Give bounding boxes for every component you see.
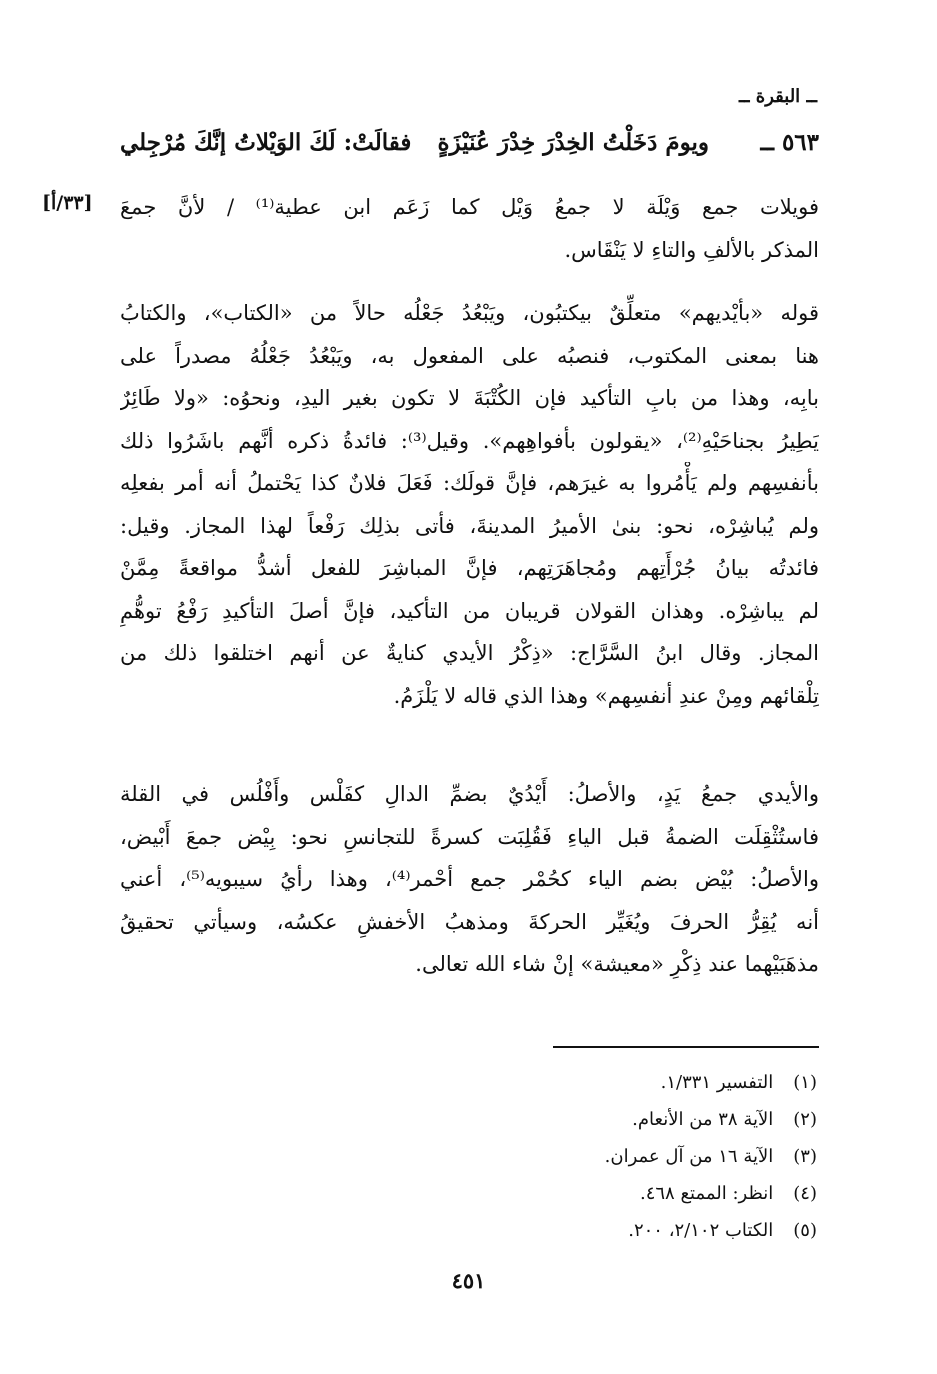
footnote-number: (١) [793,1072,817,1093]
footnote-divider [553,1046,819,1048]
text-line: مذهَبَيْهما عند ذِكْرِ «معيشة» إنْ شاء الله تعالى. [415,952,819,976]
text-line: قوله «بأيْديهم» متعلِّقٌ بيكتبُون، ويَبْعُدُ جَعْلُه حالاً من «الكتاب»، والكتابُ [120,301,819,325]
text-line: ولم يُباشِرْه، نحو: بنىٰ الأميرُ المدينةَ، فأتى بذلِك رَفْعاً لهذا المجاز. وقيل: [120,513,819,538]
text-line: فاستُثْقِلَت الضمةُ قبل الياءِ فَقُلِبَت كسرةً للتجانسِ نحو: بِيْض جمعَ أَبْيض، [120,824,819,849]
footnote-text: انظر: الممتع ٤٦٨. [639,1183,774,1204]
text-line: تِلْقائهم ومِنْ عندِ أنفسِهم» وهذا الذي قاله لا يَلْزَمُ. [393,683,819,708]
footnote-number: (٣) [793,1146,817,1167]
running-header: ــ البقرة ــ [738,86,817,107]
footnote-item [397,1101,817,1138]
footnote-text: الآية ٣٨ من الأنعام. [632,1109,774,1130]
verse-hemistich-1: ويومَ دَخَلْتُ الخِدْرَ خِدْرَ عُنَيْزَةٍ [437,129,709,156]
text-line: فائدتُه بيانُ جُرْأَتِهم ومُجاهَرَتِهم، فإنَّ المباشِرَ للفعل أشدُّ مواقعةً مِمَّنْ [120,556,819,580]
footnote-number: (٤) [793,1183,817,1204]
paragraph-2 [120,292,819,717]
text-line: فويلات جمع وَيْلَة لا جمعُ وَيْل كما زَعَم ابن عطية⁽¹⁾ / لأنَّ جمعَ [120,195,819,219]
paragraph-3 [120,773,819,986]
footnote-text: الآية ١٦ من آل عمران. [604,1146,774,1167]
verse-hemistich-2: فقالَتْ: لَكَ الوَيْلاتُ إنَّكَ مُرْجِلي [120,129,412,156]
poetry-verse [120,125,819,169]
footnote-number: (٥) [793,1220,817,1241]
text-line: والأيدي جمعُ يَدٍ، والأصلُ: أَيْدُيٌ بضمِّ الدالِ كفَلْس وأَفْلُس في القلة [120,782,819,806]
text-line: بأنفسِهم ولم يَأْمُروا به غيرَهم، فإنَّ قولَك: فَعَلَ فلانٌ كذا يَحْتملُ أنه أمر بفعلِه [120,471,819,495]
footnote-item [397,1212,817,1249]
footnote-item [397,1138,817,1175]
text-line: لم يباشِرْه. وهذان القولان قريبان من التأكيد، فإنَّ أصلَ التأكيدِ رَفْعُ توهُّمِ [120,598,819,623]
text-line: والأصلُ: بُيْض بضم الياء كحُمْر جمع أحْمر⁽⁴⁾، وهذا رأيُ سيبويه⁽⁵⁾، أعني [120,867,819,891]
text-line: المذكر بالألفِ والتاءِ لا يَنْقَاس. [564,237,819,262]
footnote-number: (٢) [793,1109,817,1130]
footnote-text: التفسير ١/٣٣١. [660,1072,774,1093]
footnote-item [397,1064,817,1101]
paragraph-1 [120,186,819,271]
page-number: ٤٥١ [451,1268,486,1293]
text-line: المجاز. وقال ابنُ السَّرَّاج: «ذِكْرُ الأيدي كنايةٌ عن أنهم اختلقوا ذلك من [120,641,819,665]
text-line: أنه يُقِرُّ الحرفَ ويُغَيِّر الحركةَ ومذهبُ الأخفشِ عكسُه، وسيأتي تحقيقُ [120,909,819,934]
text-line: يَطِيرُ بجناحَيْهِ⁽²⁾، «يقولون بأفواهِهم». وقيل⁽³⁾: فائدةُ ذكره أنَّهم باشَرُوا ذلك [120,428,819,453]
verse-number: ٥٦٣ ــ [760,129,819,156]
text-line: هنا بمعنى المكتوب، فنصبُه على المفعول به، ويَبْعُدُ جَعْلُهُ مصدراً على [120,343,819,368]
manuscript-folio-marker: [٣٣/أ] [42,192,93,214]
footnotes [397,1064,817,1249]
footnote-text: الكتاب ٢/١٠٢، ٢٠٠. [628,1220,774,1241]
text-line: بابِه، وهذا من بابِ التأكيد فإن الكُتْبَةَ لا تكون بغير اليدِ، ونحوُه: «ولا طَائِرٌ [120,386,819,410]
footnote-item [397,1175,817,1212]
